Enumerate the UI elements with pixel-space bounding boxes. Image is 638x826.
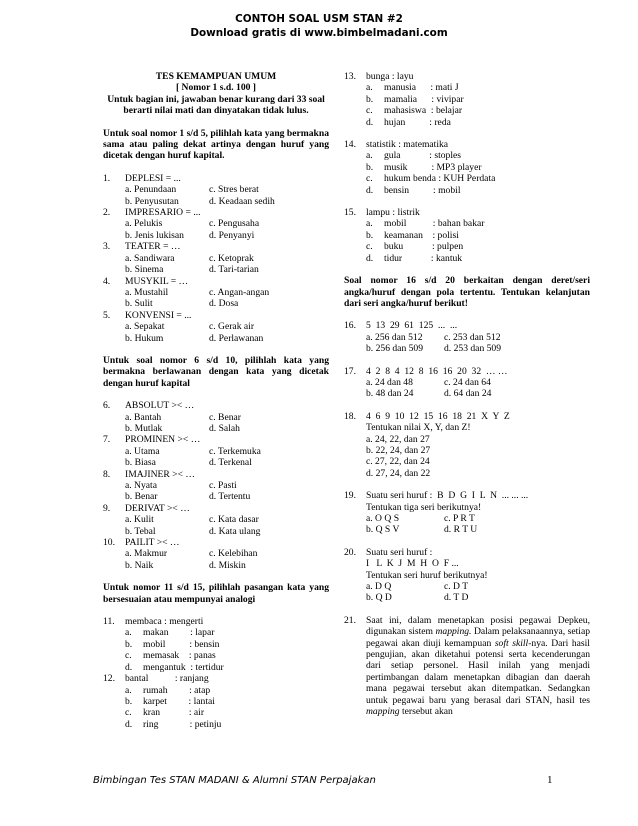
question-instruction: Tentukan nilai X, Y, dan Z! <box>366 422 471 434</box>
question-text: lampu : listrik <box>366 207 420 219</box>
option-d: d. 64 dan 24 <box>444 388 492 400</box>
question-number: 17. <box>344 365 356 377</box>
option-c <box>103 650 329 661</box>
question-text: Suatu seri huruf : B D G I L N ... ... ... <box>366 490 529 502</box>
question-16 <box>344 320 590 354</box>
option-row <box>103 184 329 195</box>
question-number: 2. <box>103 207 111 219</box>
option-d: d. Tari-tarian <box>209 264 259 276</box>
question-text: PROMINEN >< … <box>125 434 201 446</box>
option-row <box>103 230 329 241</box>
question-item <box>103 241 329 252</box>
question-number: 8. <box>103 468 111 480</box>
question-number: 10. <box>103 537 115 549</box>
option-b <box>103 696 329 707</box>
left-column <box>103 71 329 730</box>
option-b: b. Tebal <box>125 525 156 537</box>
option-letter: a. <box>366 82 373 94</box>
option-c: c. Kata dasar <box>209 514 259 526</box>
option-text: kran : air <box>143 707 205 719</box>
question-item <box>103 276 329 287</box>
question-text: ABSOLUT >< … <box>125 400 195 412</box>
option-a: a. Kulit <box>125 514 154 526</box>
option-c: c. Benar <box>209 411 241 423</box>
option-b <box>344 162 590 173</box>
question-instruction: Tentukan tiga seri berikutnya! <box>366 501 482 513</box>
option-letter: a. <box>366 218 373 230</box>
question-stem <box>103 673 329 684</box>
option-a: a. 24 dan 48 <box>366 376 413 388</box>
option-text: hukum benda : KUH Perdata <box>384 173 496 185</box>
question-text: 4 6 9 10 12 15 16 18 21 X Y Z <box>366 410 510 422</box>
option-a <box>344 150 590 161</box>
question-text: TEATER = … <box>125 241 181 253</box>
question-14 <box>344 139 590 196</box>
option-a: a. 256 dan 512 <box>366 331 423 343</box>
option-b <box>344 94 590 105</box>
option-text: tidur : kantuk <box>384 252 463 264</box>
option-row <box>103 514 329 525</box>
question-text: 4 2 8 4 12 8 16 16 20 32 … … <box>366 365 508 377</box>
option-a: a. O Q S <box>366 513 400 524</box>
option-a <box>103 627 329 638</box>
question-number: 3. <box>103 241 111 253</box>
option-c <box>344 173 590 184</box>
option-letter: c. <box>366 105 373 117</box>
question-item <box>103 503 329 514</box>
option-row <box>103 526 329 537</box>
option-letter: a. <box>125 627 132 639</box>
option-b: b. Sinema <box>125 264 164 276</box>
option-b: b. Benar <box>125 491 158 503</box>
option-letter: b. <box>125 695 133 707</box>
question-11 <box>103 616 329 673</box>
option-c: c. 27, 22, dan 24 <box>366 456 430 468</box>
option-a: a. Sepakat <box>125 321 165 333</box>
option-d: d. 27, 24, dan 22 <box>366 467 431 479</box>
option-text: gula : stoples <box>384 150 462 162</box>
option-d: d. Salah <box>209 422 240 434</box>
option-letter: a. <box>125 684 132 696</box>
question-number: 7. <box>103 434 111 446</box>
option-text: mamalia : vivipar <box>384 93 464 105</box>
option-letter: c. <box>125 707 132 719</box>
option-b: b. 256 dan 509 <box>366 343 424 355</box>
option-c: c. Terkemuka <box>209 445 261 457</box>
question-text: 5 13 29 61 125 ... ... <box>366 320 458 332</box>
instruction-antonym: Untuk soal nomor 6 s/d 10, pilihlah kata yang bermakna berlawanan dengan kata yang dicetak dengan huruf kapital <box>103 354 329 389</box>
instruction-series: Soal nomor 16 s/d 20 berkaitan dengan deret/seri angka/huruf dengan pola tertentu. Tentukan kelanjutan dari seri angka/huruf berikut! <box>344 275 590 309</box>
option-a: a. Nyata <box>125 480 157 491</box>
option-text: mobil : bensin <box>143 638 220 650</box>
question-text: DEPLESI = ... <box>125 172 181 184</box>
question-text: Suatu seri huruf : <box>366 546 433 558</box>
option-letter: d. <box>125 661 133 673</box>
question-number: 16. <box>344 320 356 332</box>
question-text: IMPRESARIO = ... <box>125 207 201 219</box>
question-number: 5. <box>103 309 111 321</box>
option-b: b. Q S V <box>366 524 400 536</box>
question-passage: Saat ini, dalam menetapkan posisi pegawai Depkeu, digunakan sistem mapping. Dalam pelaksanaannya, setiap pegawai akan diuji kemampuan soft skill-nya. Dari hasil pengujian, akan diketahui potensi serta kecenderungan dari setiap personel. Hasil inilah yang menjadi pertimbangan dalam menetapkan dibagian dan daerah mana pegawai tersebut akan ditempatkan. Sedangkan untuk pegawai baru yang berasal dari STAN, hasil tes mapping tersebut akan <box>366 614 590 718</box>
question-18 <box>344 411 590 479</box>
option-row <box>103 253 329 264</box>
option-a <box>344 218 590 229</box>
option-c: c. Pasti <box>209 480 237 491</box>
question-number: 15. <box>344 207 356 219</box>
option-d: d. Kata ulang <box>209 525 261 537</box>
option-c <box>103 707 329 718</box>
question-item <box>103 207 329 218</box>
section-range: [ Nomor 1 s.d. 100 ] <box>175 82 257 94</box>
option-b: b. 22, 24, dan 27 <box>366 444 431 456</box>
option-c: c. P R T <box>444 513 475 524</box>
question-19 <box>344 490 590 536</box>
question-text: bunga : layu <box>366 71 414 82</box>
option-c: c. Angan-angan <box>209 286 270 298</box>
question-13 <box>344 71 590 128</box>
option-b: b. Q D <box>366 592 392 604</box>
question-number: 13. <box>344 71 356 82</box>
option-c: c. 24 dan 64 <box>444 376 491 388</box>
option-a: a. Mustahil <box>125 286 169 298</box>
question-item <box>103 537 329 548</box>
option-d <box>344 253 590 264</box>
option-row <box>103 491 329 502</box>
option-d: d. Tertentu <box>209 491 251 503</box>
option-b <box>344 230 590 241</box>
question-text: IMAJINER >< … <box>125 468 195 480</box>
option-text: hujan : reda <box>384 116 451 128</box>
question-text: membaca : mengerti <box>125 616 204 628</box>
question-21 <box>344 615 590 718</box>
footer-text: Bimbingan Tes STAN MADANI & Alumni STAN Perpajakan <box>93 775 376 786</box>
question-item <box>103 434 329 445</box>
option-d <box>103 662 329 673</box>
option-a <box>103 685 329 696</box>
option-c: c. Pengusaha <box>209 218 260 230</box>
option-text: buku : pulpen <box>384 241 464 253</box>
option-a: a. Penundaan <box>125 184 177 196</box>
option-text: manusia : mati J <box>384 82 459 94</box>
option-a: a. D Q <box>366 581 392 593</box>
option-text: mobil : bahan bakar <box>384 218 485 230</box>
option-letter: b. <box>366 229 374 241</box>
right-column <box>344 71 590 718</box>
question-text: bantal : ranjang <box>125 673 209 685</box>
instruction-analogy: Untuk nomor 11 s/d 15, pilihlah pasangan kata yang bersesuaian atau mempunyai analogi <box>103 582 329 605</box>
question-number: 12. <box>103 673 115 685</box>
question-12 <box>103 673 329 730</box>
option-b: b. Biasa <box>125 457 156 469</box>
question-number: 1. <box>103 172 111 184</box>
option-a: a. 24, 22, dan 27 <box>366 433 430 445</box>
question-text: DERIVAT >< … <box>125 502 190 514</box>
question-group-synonym <box>103 173 329 344</box>
option-d: d. Miskin <box>209 559 246 571</box>
question-instruction: Tentukan seri huruf berikutnya! <box>366 569 488 581</box>
option-d: d. Dosa <box>209 298 239 310</box>
option-row <box>103 412 329 423</box>
option-row <box>103 423 329 434</box>
option-letter: d. <box>366 116 374 128</box>
option-d <box>103 719 329 730</box>
question-number: 19. <box>344 490 356 502</box>
option-d: d. Terkenal <box>209 457 252 469</box>
option-row <box>103 321 329 332</box>
option-c <box>344 241 590 252</box>
section-note: Untuk bagian ini, jawaban benar kurang dari 33 soal berarti nilai mati dan dinyatakan tidak lulus. <box>107 93 325 117</box>
option-b: b. Hukum <box>125 332 164 344</box>
instruction-synonym: Untuk soal nomor 1 s/d 5, pilihlah kata yang bermakna sama atau paling dekat artinya dengan huruf yang dicetak dengan huruf kapital. <box>103 127 329 162</box>
question-number: 11. <box>103 616 115 628</box>
option-d: d. Perlawanan <box>209 332 264 344</box>
page-title: CONTOH SOAL USM STAN #2 <box>235 13 403 25</box>
option-row <box>103 480 329 491</box>
option-a: a. Bantah <box>125 411 162 423</box>
page-number: 1 <box>547 774 553 786</box>
question-number: 21. <box>344 614 356 626</box>
option-letter: c. <box>125 650 132 662</box>
option-letter: d. <box>366 252 374 264</box>
option-b: b. Sulit <box>125 298 153 310</box>
option-c: c. Kelebihan <box>209 548 258 560</box>
option-d <box>344 117 590 128</box>
option-d: d. T D <box>444 592 469 604</box>
question-text: PAILIT >< … <box>125 537 180 549</box>
question-number: 6. <box>103 400 111 412</box>
option-d: d. R T U <box>444 524 478 536</box>
question-number: 14. <box>344 139 356 151</box>
option-text: musik : MP3 player <box>384 161 482 173</box>
option-a: a. Sandiwara <box>125 252 175 264</box>
option-letter: b. <box>366 161 374 173</box>
letter-sequence: I L K J M H O F ... <box>366 558 459 570</box>
option-letter: b. <box>125 638 133 650</box>
option-b: b. Jenis lukisan <box>125 229 184 241</box>
option-c: c. Gerak air <box>209 321 255 333</box>
option-c: c. 253 dan 512 <box>444 331 501 343</box>
option-letter: d. <box>125 718 133 730</box>
option-row <box>103 457 329 468</box>
option-text: bensin : mobil <box>384 184 461 196</box>
question-stem <box>344 71 590 82</box>
option-c: c. D T <box>444 581 469 593</box>
option-text: keamanan : polisi <box>384 229 459 241</box>
option-a: a. Pelukis <box>125 218 163 230</box>
question-text: statistik : matematika <box>366 139 449 151</box>
option-d: d. Penyanyi <box>209 229 255 241</box>
option-row <box>103 333 329 344</box>
option-row <box>103 264 329 275</box>
option-text: rumah : atap <box>143 684 211 696</box>
option-a: a. Makmur <box>125 548 168 560</box>
option-row <box>103 287 329 298</box>
option-d <box>344 185 590 196</box>
option-c: c. Stres berat <box>209 184 259 196</box>
option-row <box>103 196 329 207</box>
option-letter: c. <box>366 173 373 185</box>
option-letter: a. <box>366 150 373 162</box>
option-b: b. Naik <box>125 559 154 571</box>
question-group-antonym <box>103 400 329 571</box>
question-stem <box>103 616 329 627</box>
option-text: memasak : panas <box>143 650 216 662</box>
question-number: 9. <box>103 502 111 514</box>
option-letter: b. <box>366 93 374 105</box>
option-text: makan : lapar <box>143 627 215 639</box>
option-row <box>103 446 329 457</box>
option-row <box>103 548 329 559</box>
page-subtitle: Download gratis di www.bimbelmadani.com <box>190 27 448 39</box>
question-item <box>103 400 329 411</box>
question-number: 4. <box>103 275 111 287</box>
option-text: mengantuk : tertidur <box>143 661 224 673</box>
option-row <box>103 218 329 229</box>
option-d: d. Keadaan sedih <box>209 195 275 207</box>
question-item <box>103 310 329 321</box>
option-b: b. 48 dan 24 <box>366 388 414 400</box>
question-20 <box>344 547 590 604</box>
question-number: 18. <box>344 410 356 422</box>
question-item <box>103 173 329 184</box>
option-b: b. Penyusutan <box>125 195 179 207</box>
option-c <box>344 105 590 116</box>
option-d: d. 253 dan 509 <box>444 343 502 355</box>
option-text: mahasiswa : belajar <box>384 105 463 117</box>
option-letter: d. <box>366 184 374 196</box>
question-text: KONVENSI = ... <box>125 309 192 321</box>
question-stem <box>344 207 590 218</box>
option-row <box>103 298 329 309</box>
option-b: b. Mutlak <box>125 422 163 434</box>
section-title: TES KEMAMPUAN UMUM <box>155 71 277 82</box>
option-a: a. Utama <box>125 445 160 457</box>
question-stem <box>344 139 590 150</box>
option-text: ring : petinju <box>143 718 222 730</box>
question-text: MUSYKIL = … <box>125 275 189 287</box>
option-b <box>103 639 329 650</box>
option-c: c. Ketoprak <box>209 252 254 264</box>
option-a <box>344 82 590 93</box>
option-text: karpet : lantai <box>143 695 215 707</box>
question-number: 20. <box>344 546 356 558</box>
option-letter: c. <box>366 241 373 253</box>
question-17 <box>344 366 590 400</box>
question-15 <box>344 207 590 264</box>
question-item <box>103 469 329 480</box>
option-row <box>103 560 329 571</box>
